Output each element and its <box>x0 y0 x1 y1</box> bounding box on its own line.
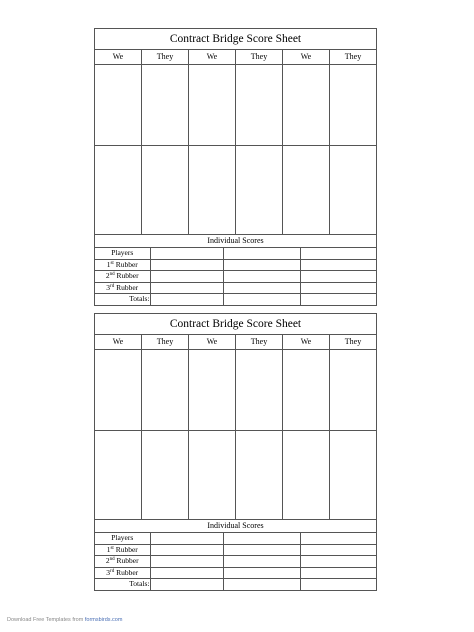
score-cell[interactable] <box>142 65 189 145</box>
score-cell[interactable] <box>283 350 330 430</box>
score-entry-cell[interactable] <box>300 544 376 556</box>
table-row <box>95 282 376 294</box>
column-header: We <box>189 335 236 349</box>
score-cell[interactable] <box>95 431 142 519</box>
individual-scores-title: Individual Scores <box>95 520 376 533</box>
row-label-players: Players <box>95 248 150 259</box>
table-row <box>95 556 376 568</box>
score-cell[interactable] <box>236 350 283 430</box>
score-cell[interactable] <box>330 65 376 145</box>
table-row <box>95 248 376 259</box>
row-label-rubber-3: 3rd Rubber <box>95 282 150 294</box>
column-header: They <box>344 337 362 346</box>
total-cell[interactable] <box>150 579 223 590</box>
score-cell[interactable] <box>142 431 189 519</box>
score-cell[interactable] <box>142 350 189 430</box>
column-header: We <box>95 50 142 64</box>
score-entry-cell[interactable] <box>223 544 300 556</box>
score-entry-cell[interactable] <box>150 544 223 556</box>
score-entry-cell[interactable] <box>223 567 300 579</box>
column-header: We <box>283 50 330 64</box>
footer-link[interactable]: formsbirds.com <box>84 617 123 623</box>
table-row <box>95 567 376 579</box>
total-cell[interactable] <box>150 294 223 305</box>
row-label-rubber-1: 1st Rubber <box>95 544 150 556</box>
score-cell[interactable] <box>283 431 330 519</box>
score-cell[interactable] <box>236 431 283 519</box>
column-header: They <box>236 50 283 64</box>
score-cell[interactable] <box>189 350 236 430</box>
team-header-row <box>95 50 376 65</box>
column-header: We <box>283 335 330 349</box>
table-row <box>95 579 376 590</box>
score-entry-cell[interactable] <box>300 282 376 294</box>
score-cell[interactable] <box>189 65 236 145</box>
score-entry-cell[interactable] <box>223 282 300 294</box>
column-header: We <box>95 335 142 349</box>
score-entry-cell[interactable] <box>300 271 376 283</box>
row-label-players: Players <box>95 533 150 544</box>
below-line-score-area <box>95 431 376 520</box>
score-entry-cell[interactable] <box>223 271 300 283</box>
score-cell[interactable] <box>142 146 189 234</box>
column-header: They <box>142 335 189 349</box>
player-cell[interactable] <box>223 248 300 259</box>
score-cell[interactable] <box>95 65 142 145</box>
footer-credit <box>7 617 122 623</box>
below-line-score-area <box>95 146 376 235</box>
score-cell[interactable] <box>189 146 236 234</box>
footer-text: Download Free Templates from <box>7 617 85 623</box>
score-cell[interactable] <box>283 65 330 145</box>
score-cell[interactable] <box>330 146 376 234</box>
row-label-totals: Totals: <box>95 579 150 590</box>
table-row <box>95 533 376 544</box>
score-cell[interactable] <box>95 146 142 234</box>
sheet-title: Contract Bridge Score Sheet <box>95 29 376 50</box>
total-cell[interactable] <box>223 579 300 590</box>
table-row <box>95 294 376 305</box>
player-cell[interactable] <box>150 533 223 544</box>
column-header: We <box>189 50 236 64</box>
column-header: They <box>236 335 283 349</box>
score-entry-cell[interactable] <box>300 259 376 271</box>
score-entry-cell[interactable] <box>223 259 300 271</box>
individual-scores-table <box>95 533 376 590</box>
column-header: They <box>142 50 189 64</box>
score-entry-cell[interactable] <box>150 567 223 579</box>
score-cell[interactable] <box>189 431 236 519</box>
score-cell[interactable] <box>95 350 142 430</box>
table-row <box>95 259 376 271</box>
row-label-rubber-1: 1st Rubber <box>95 259 150 271</box>
player-cell[interactable] <box>150 248 223 259</box>
total-cell[interactable] <box>300 579 376 590</box>
total-cell[interactable] <box>300 294 376 305</box>
player-cell[interactable] <box>223 533 300 544</box>
score-cell[interactable] <box>236 65 283 145</box>
score-entry-cell[interactable] <box>150 556 223 568</box>
player-cell[interactable] <box>300 533 376 544</box>
individual-scores-table <box>95 248 376 305</box>
above-line-score-area <box>95 65 376 146</box>
score-entry-cell[interactable] <box>150 259 223 271</box>
score-cell[interactable] <box>330 431 376 519</box>
score-cell[interactable] <box>330 350 376 430</box>
score-entry-cell[interactable] <box>150 282 223 294</box>
score-sheet-2 <box>94 313 377 591</box>
score-entry-cell[interactable] <box>150 271 223 283</box>
individual-scores-title: Individual Scores <box>95 235 376 248</box>
score-entry-cell[interactable] <box>300 567 376 579</box>
table-row <box>95 271 376 283</box>
score-sheet-1 <box>94 28 377 306</box>
total-cell[interactable] <box>223 294 300 305</box>
sheet-title: Contract Bridge Score Sheet <box>95 314 376 335</box>
table-row <box>95 544 376 556</box>
row-label-totals: Totals: <box>95 294 150 305</box>
team-header-row <box>95 335 376 350</box>
above-line-score-area <box>95 350 376 431</box>
row-label-rubber-2: 2nd Rubber <box>95 271 150 283</box>
row-label-rubber-3: 3rd Rubber <box>95 567 150 579</box>
score-cell[interactable] <box>236 146 283 234</box>
player-cell[interactable] <box>300 248 376 259</box>
column-header: They <box>344 52 362 61</box>
score-cell[interactable] <box>283 146 330 234</box>
score-entry-cell[interactable] <box>300 556 376 568</box>
row-label-rubber-2: 2nd Rubber <box>95 556 150 568</box>
score-entry-cell[interactable] <box>223 556 300 568</box>
